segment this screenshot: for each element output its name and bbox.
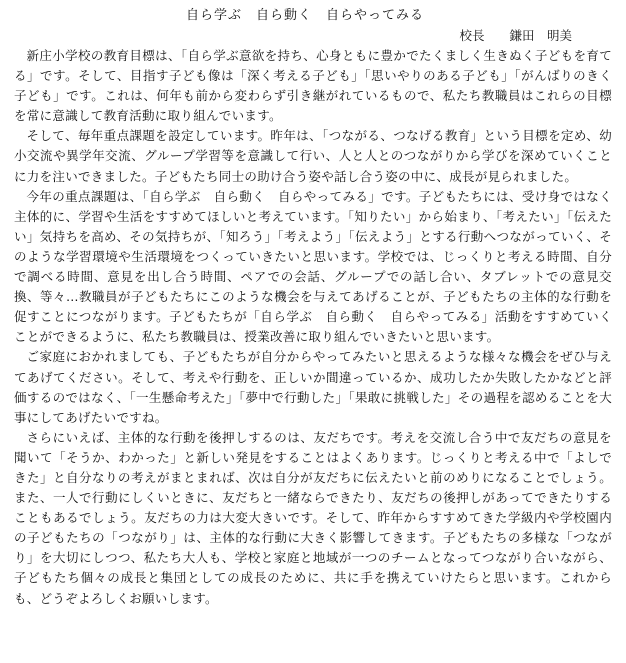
paragraph-2: そして、毎年重点課題を設定しています。昨年は、「つながる、つなげる教育」という目標を定め、幼小交流や異学年交流、グループ学習等を意識して行い、人と人とのつながりから学びを深めていくことに力を注いできました。子どもたち同士の助け合う姿や話し合う姿の中に、成長が見られました。 (14, 128, 612, 184)
paragraph-4: ご家庭におかれましても、子どもたちが自分からやってみたいと思えるような様々な機会をぜひ与えてあげてください。そして、考えや行動を、正しいか間違っているか、成功したか失敗したかなどと評価するのではなく、「一生懸命考えた」「夢中で行動した」「果敢に挑戦した」その過程を認めることを大事にしてあげたいですね。 (14, 349, 612, 425)
document-title: 自ら学ぶ 自ら動く 自らやってみる (185, 8, 424, 23)
paragraph-5: さらにいえば、主体的な行動を後押しするのは、友だちです。考えを交流し合う中で友だちの意見を聞いて「そうか、わかった」と新しい発見をすることはよくあります。じっくりと考える中で「よしできた」と自分なりの考えがまとまれば、次は自分が友だちに伝えたいと前のめりになることでしょう。また、一人で行動にしくいときに、友だちと一緒ならできたり、友だちの後押しがあってできたりすることもあるでしょう。友だちの力は大変大きいです。そして、昨年からすすめてきた学級内や学校園内の子どもたちの「つながり」は、主体的な行動に大きく影響してきます。子どもたちの多様な「つながり」を大切にしつつ、私たち大人も、学校と家庭と地域が一つのチームとなってつながり合いながら、子どもたち個々の成長と集団としての成長のために、共に手を携えていけたらと思います。これからも、どうぞよろしくお願いします。 (14, 429, 612, 606)
paragraph-1: 新庄小学校の教育目標は、「自ら学ぶ意欲を持ち、心身ともに豊かでたくましく生きぬく子どもを育てる」です。そして、目指す子ども像は「深く考える子ども」「思いやりのある子ども」「がんばりのきく子ども」です。これは、何年も前から変わらず引き継がれているもので、私たち教職員はこれらの目標を常に意識して教育活動に取り組んでいます。 (14, 48, 612, 124)
author-line: 校長 鎌田 明美 (459, 28, 572, 43)
paragraph-3: 今年の重点課題は、「自ら学ぶ 自ら動く 自らやってみる」です。子どもたちには、受け身ではなく主体的に、学習や生活をすすめてほしいと考えています。「知りたい」から始まり、「考えたい」「伝えたい」気持ちを高め、その気持ちが、「知ろう」「考えよう」「伝えよう」とする行動へつながっていく、そのような学習環境や生活環境をつくっていきたいと思います。学校では、じっくりと考える時間、自分で調べる時間、意見を出し合う時間、ペアでの会話、グループでの話し合い、タブレットでの意見交換、等々…教職員が子どもたちにこのような機会を与えてあげることが、子どもたちの主体的な行動を促すことにつながります。子どもたちが「自ら学ぶ 自ら動く 自らやってみる」活動をすすめていくことができるように、私たち教職員は、授業改善に取り組んでいきたいと思います。 (14, 188, 612, 345)
